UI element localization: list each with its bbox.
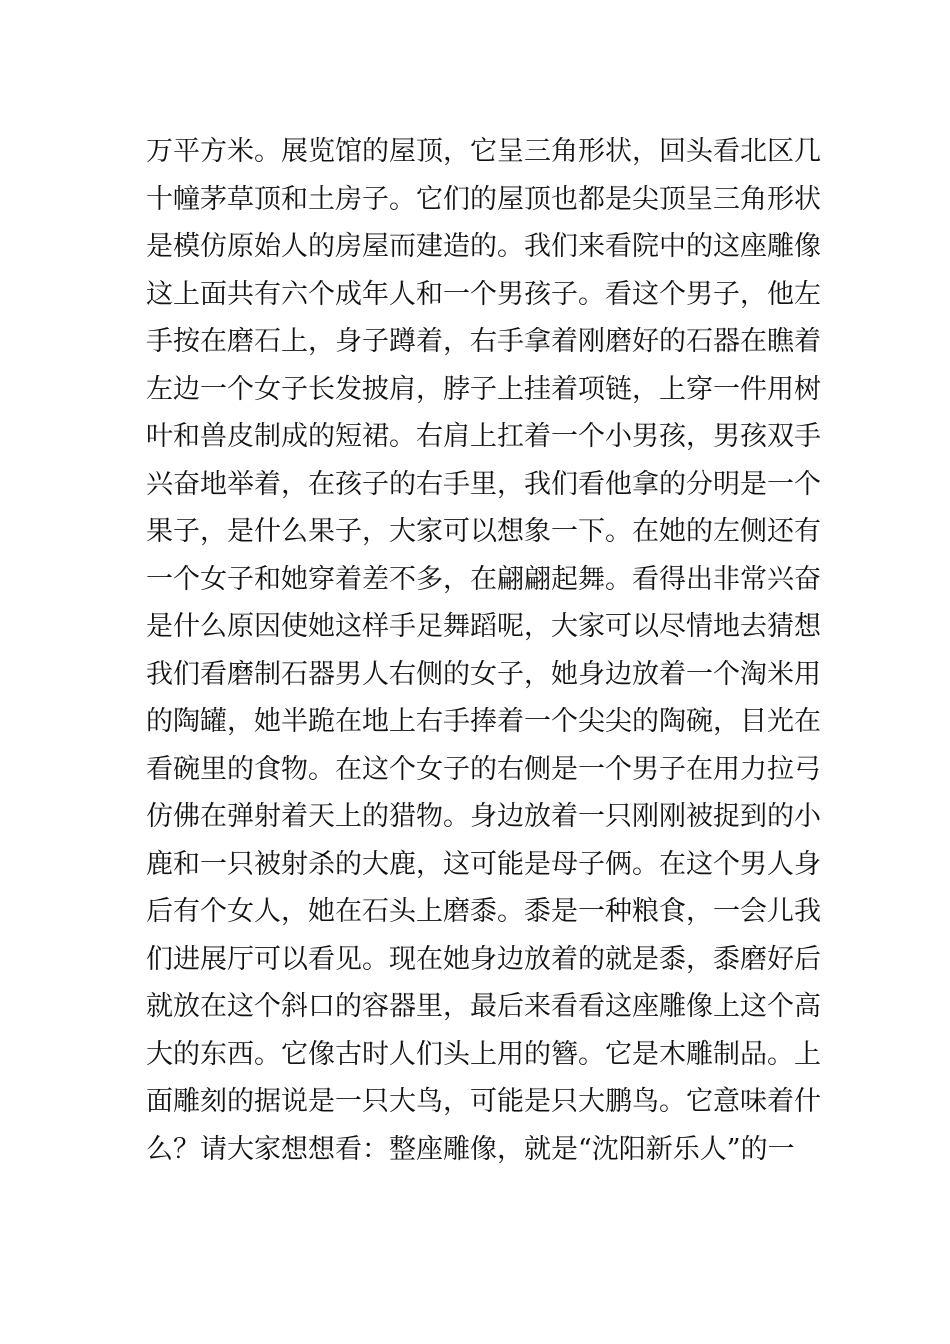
text-line: 后有个女人，她在石头上磨黍。黍是一种粮食，一会儿我	[146, 896, 821, 927]
text-line: 万平方米。展览馆的屋顶，它呈三角形状，回头看北区几	[146, 136, 821, 167]
text-line: 么？请大家想想看：整座雕像，就是“沈阳新乐人”的一	[146, 1133, 795, 1165]
text-line: 手按在磨石上，身子蹲着，右手拿着刚磨好的石器在瞧着	[146, 326, 821, 357]
text-line: 们进展厅可以看见。现在她身边放着的就是黍，黍磨好后	[146, 943, 821, 975]
text-line: 十幢茅草顶和土房子。它们的屋顶也都是尖顶呈三角形状	[146, 183, 821, 215]
text-line: 大的东西。它像古时人们头上用的簪。它是木雕制品。上	[146, 1038, 821, 1070]
text-line: 看碗里的食物。在这个女子的右侧是一个男子在用力拉弓	[146, 753, 821, 785]
text-line: 仿佛在弹射着天上的猎物。身边放着一只刚刚被捉到的小	[146, 801, 821, 832]
text-line: 是模仿原始人的房屋而建造的。我们来看院中的这座雕像	[146, 231, 821, 262]
text-line: 鹿和一只被射杀的大鹿，这可能是母子俩。在这个男人身	[146, 848, 821, 880]
text-line: 我们看磨制石器男人右侧的女子，她身边放着一个淘米用	[146, 658, 821, 690]
body-text	[146, 128, 821, 1173]
text-line: 叶和兽皮制成的短裙。右肩上扛着一个小男孩，男孩双手	[146, 421, 821, 452]
text-line: 左边一个女子长发披肩，脖子上挂着项链，上穿一件用树	[146, 373, 821, 405]
text-line: 这上面共有六个成年人和一个男孩子。看这个男子，他左	[146, 278, 821, 310]
text-line: 就放在这个斜口的容器里，最后来看看这座雕像上这个高	[146, 991, 821, 1022]
text-line: 一个女子和她穿着差不多，在翩翩起舞。看得出非常兴奋	[146, 563, 821, 595]
text-line: 果子，是什么果子，大家可以想象一下。在她的左侧还有	[146, 516, 821, 547]
text-line: 兴奋地举着，在孩子的右手里，我们看他拿的分明是一个	[146, 468, 821, 500]
text-line: 的陶罐，她半跪在地上右手捧着一个尖尖的陶碗，目光在	[146, 706, 821, 737]
text-line: 面雕刻的据说是一只大鸟，可能是只大鹏鸟。它意味着什	[146, 1086, 821, 1117]
text-line: 是什么原因使她这样手足舞蹈呢，大家可以尽情地去猜想	[146, 611, 821, 642]
